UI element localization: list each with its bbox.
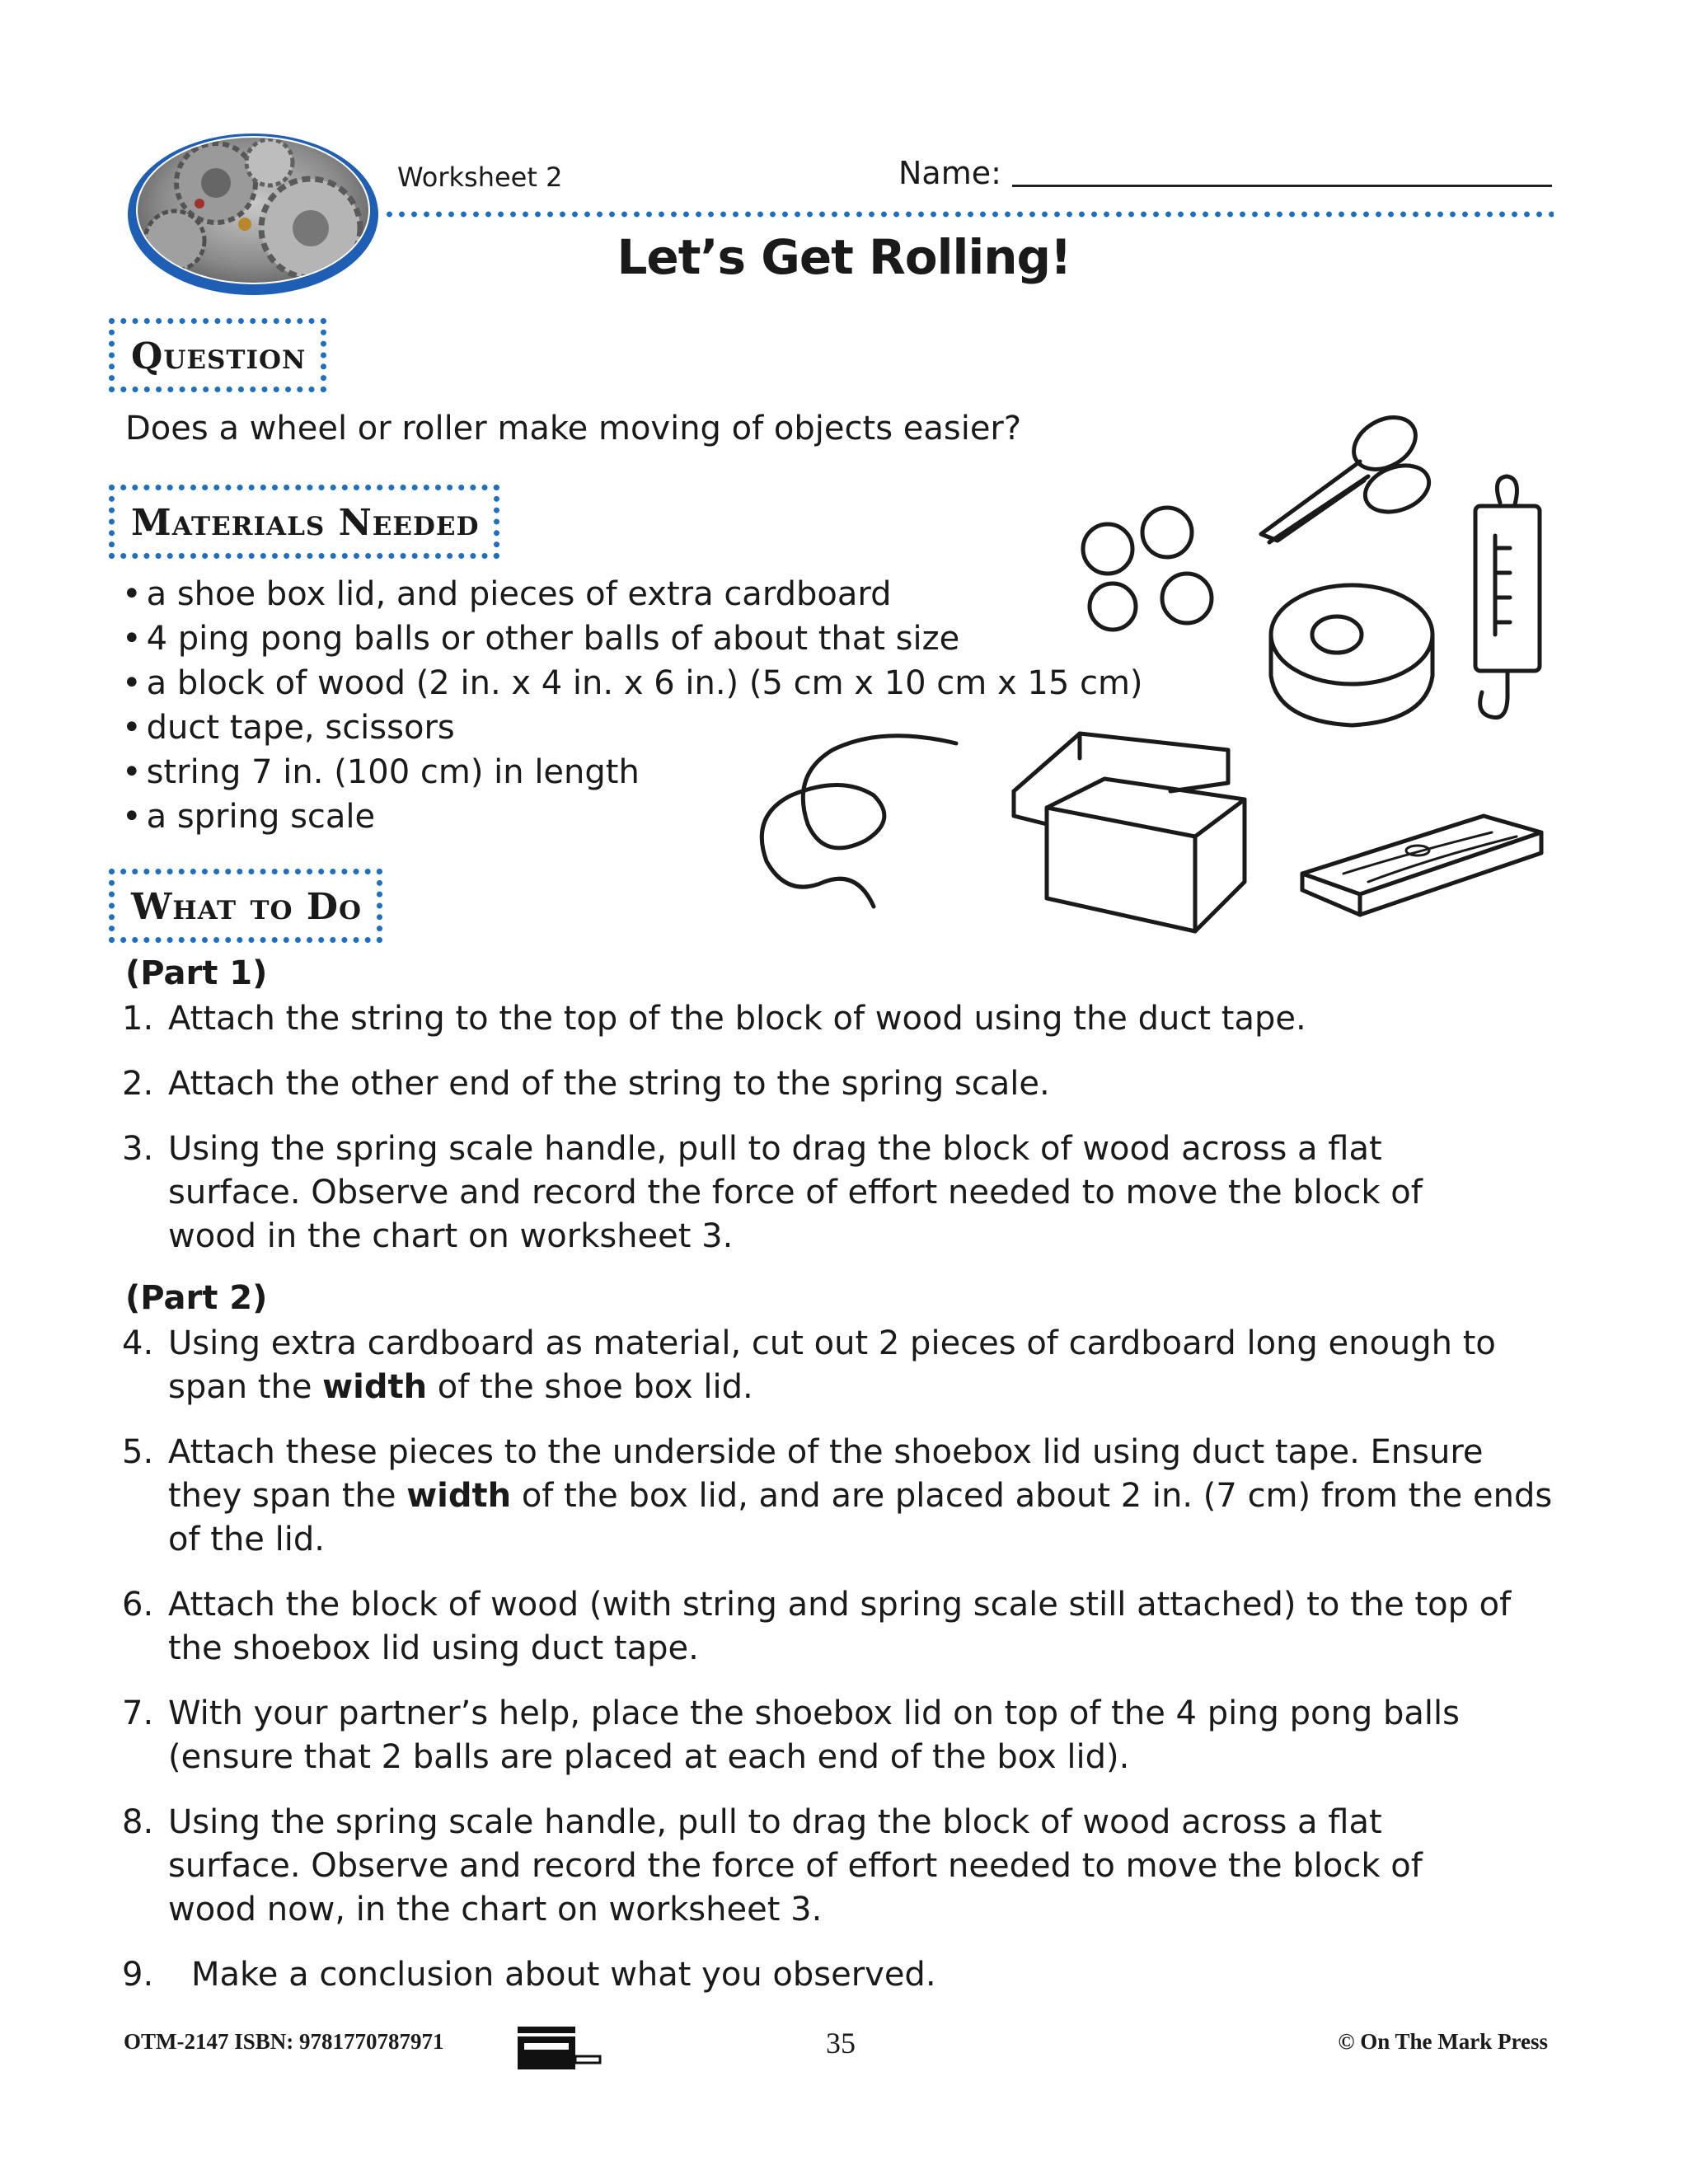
step-text: With your partner’s help, place the shoebox lid on top of the 4 ping pong balls (ensure that 2 balls are placed at each end of the box lid). — [168, 1694, 1460, 1776]
step-2 — [122, 1062, 1564, 1106]
step-number: 8. — [122, 1803, 154, 1841]
list-item: • a spring scale — [122, 794, 1143, 839]
materials-heading: Materials Needed — [109, 485, 499, 559]
page-number: 35 — [826, 2027, 856, 2060]
step-1 — [122, 997, 1564, 1041]
step-text: of the box lid, and are placed about 2 in. (7 cm) from the ends of the lid. — [168, 1477, 1553, 1558]
part-2-heading: (Part 2) — [125, 1279, 268, 1317]
step-number: 2. — [122, 1065, 154, 1103]
step-7 — [122, 1692, 1564, 1779]
wood-block-icon — [1294, 799, 1550, 923]
part-1-heading: (Part 1) — [125, 954, 268, 992]
step-text: Attach the block of wood (with string and spring scale still attached) to the top of the shoebox lid using duct tape. — [168, 1586, 1512, 1667]
worksheet-label: Worksheet 2 — [397, 162, 563, 193]
page-title — [0, 229, 1688, 285]
step-text: of the shoe box lid. — [427, 1368, 753, 1406]
step-text: Using the spring scale handle, pull to drag the block of wood across a flat surface. Observe and record the force of effort needed to move the block of wood now, in the chart on worksheet 3. — [168, 1803, 1423, 1929]
step-number: 6. — [122, 1586, 154, 1624]
name-label: Name: — [898, 155, 1001, 191]
list-item: • a shoe box lid, and pieces of extra cardboard — [122, 572, 1143, 616]
step-number: 5. — [122, 1433, 154, 1471]
footer-code: OTM-2147 ISBN: 9781770787971 — [124, 2029, 444, 2054]
step-emphasis: width — [406, 1477, 512, 1515]
duct-tape-icon — [1261, 577, 1442, 733]
part-1-steps — [122, 997, 1564, 1258]
string-icon — [742, 717, 973, 923]
question-text: Does a wheel or roller make moving of objects easier? — [125, 410, 1022, 448]
step-6 — [122, 1583, 1564, 1671]
step-number: 1. — [122, 1000, 154, 1038]
list-item: • a block of wood (2 in. x 4 in. x 6 in.) (5 cm x 10 cm x 15 cm) — [122, 661, 1143, 705]
page-title-text: Let’s Get Rolling! — [617, 229, 1071, 285]
step-text: Make a conclusion about what you observed. — [191, 1956, 936, 1994]
ping-pong-balls-icon — [1071, 501, 1236, 649]
list-item: • duct tape, scissors — [122, 705, 1143, 750]
name-line[interactable] — [1012, 185, 1552, 187]
scissors-icon — [1245, 410, 1442, 559]
footer-copyright: © On The Mark Press — [1338, 2029, 1548, 2054]
step-text: Attach the other end of the string to the spring scale. — [168, 1065, 1050, 1103]
step-text: Using the spring scale handle, pull to drag the block of wood across a flat surface. Observe and record the force of effort needed to move the block of wood in the chart on worksheet 3. — [168, 1130, 1423, 1255]
step-number: 9. — [122, 1956, 154, 1994]
list-item: • 4 ping pong balls or other balls of about that size — [122, 616, 1143, 661]
step-text: Attach the string to the top of the block of wood using the duct tape. — [168, 1000, 1306, 1038]
step-9 — [122, 1953, 1564, 1997]
list-item: • string 7 in. (100 cm) in length — [122, 750, 1143, 794]
step-8 — [122, 1801, 1490, 1932]
step-text: Using extra cardboard as material, cut out 2 pieces of cardboard long enough to span the — [168, 1324, 1496, 1406]
shoe-box-icon — [997, 717, 1261, 940]
step-3 — [122, 1127, 1490, 1258]
step-text: Attach these pieces to the underside of the shoebox lid using duct tape. Ensure they span the — [168, 1433, 1484, 1515]
step-number: 3. — [122, 1130, 154, 1168]
step-number: 7. — [122, 1694, 154, 1732]
step-number: 4. — [122, 1324, 154, 1362]
header-divider — [383, 211, 1554, 218]
materials-list — [122, 572, 1143, 839]
question-heading: Question — [109, 318, 326, 392]
photocopier-icon — [513, 2023, 603, 2073]
step-5 — [122, 1431, 1564, 1562]
what-to-do-heading: What to Do — [109, 869, 382, 943]
step-4 — [122, 1322, 1540, 1409]
step-emphasis: width — [322, 1368, 428, 1406]
part-2-steps — [122, 1322, 1564, 1997]
spring-scale-icon — [1459, 470, 1558, 733]
